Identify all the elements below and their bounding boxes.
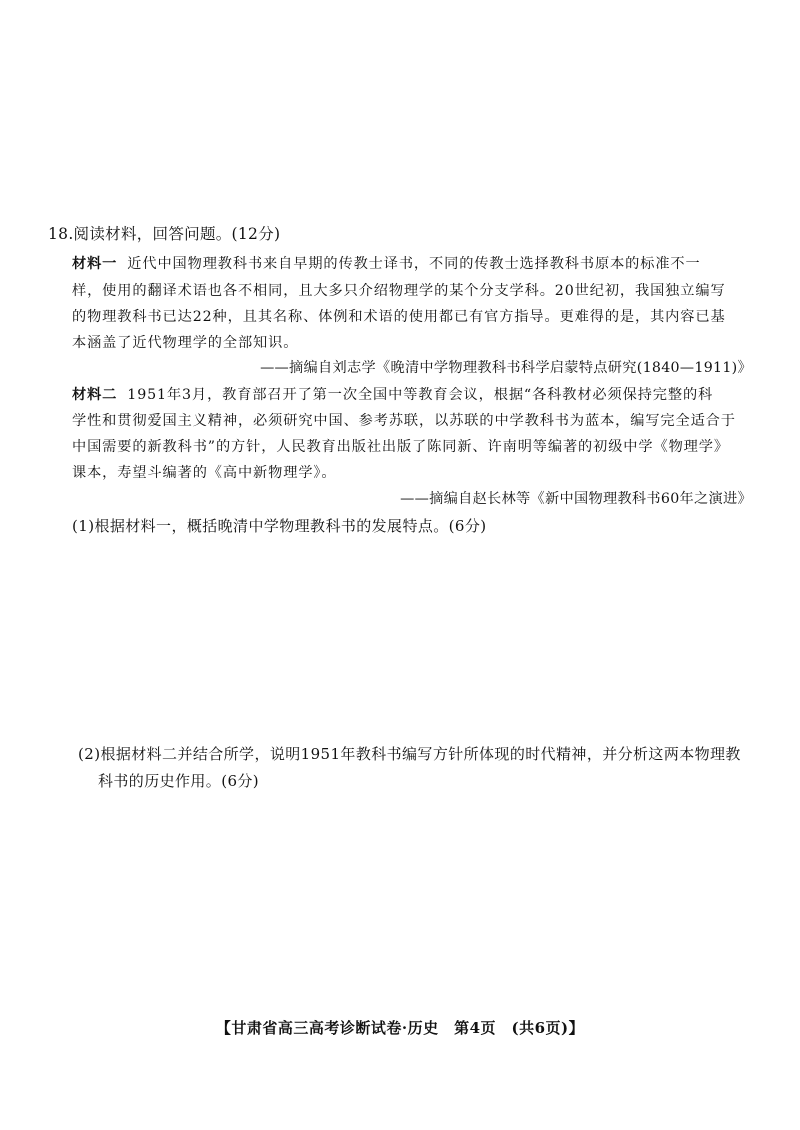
material-2-line-3: 中国需要的新教科书”的方针，人民教育出版社出版了陈同新、许南明等编著的初级中学《物理学》 <box>72 439 729 455</box>
question-title: 18.阅读材料，回答问题。(12分) <box>48 225 281 243</box>
material-1-line-4: 本涵盖了近代物理学的全部知识。 <box>72 335 299 351</box>
material-1-label: 材料一 <box>72 256 118 272</box>
material-1-text-1: 近代中国物理教科书来自早期的传教士译书，不同的传教士选择教科书原本的标准不一 <box>127 256 701 272</box>
material-2-source: ——摘编自赵长林等《新中国物理教科书60年之演进》 <box>400 491 752 507</box>
material-2-text-1: 1951年3月，教育部召开了第一次全国中等教育会议，根据“各科教材必须保持完整的科 <box>127 387 714 403</box>
material-1-line-2: 样，使用的翻译术语也各不相同，且大多只介绍物理学的某个分支学科。20世纪初，我国独立编写 <box>72 283 726 299</box>
material-1-line-3: 的物理教科书已达22种，且其名称、体例和术语的使用都已有官方指导。更难得的是，其内容已基 <box>72 309 726 325</box>
sub-question-2-line-1: (2)根据材料二并结合所学，说明1951年教科书编写方针所体现的时代精神，并分析这两本物理教 <box>78 745 741 763</box>
sub-question-1: (1)根据材料一，概括晚清中学物理教科书的发展特点。(6分) <box>72 517 487 535</box>
material-1-source: ——摘编自刘志学《晚清中学物理教科书科学启蒙特点研究(1840—1911)》 <box>260 360 752 376</box>
material-2-line-2: 学性和贯彻爱国主义精神，必须研究中国、参考苏联，以苏联的中学教科书为蓝本，编写完全适合于 <box>72 413 736 429</box>
material-1-line-1 <box>72 253 701 273</box>
answer-area-1[interactable] <box>72 545 752 725</box>
answer-area-2[interactable] <box>72 800 752 1000</box>
page-footer: 【甘肃省高三高考诊断试卷·历史 第4页 (共6页)】 <box>215 1019 585 1037</box>
material-2-label: 材料二 <box>72 387 118 403</box>
material-2-line-1 <box>72 384 713 404</box>
sub-question-2-line-2: 科书的历史作用。(6分) <box>98 772 260 790</box>
material-2-line-4: 课本，寿望斗编著的《高中新物理学》。 <box>72 465 337 481</box>
